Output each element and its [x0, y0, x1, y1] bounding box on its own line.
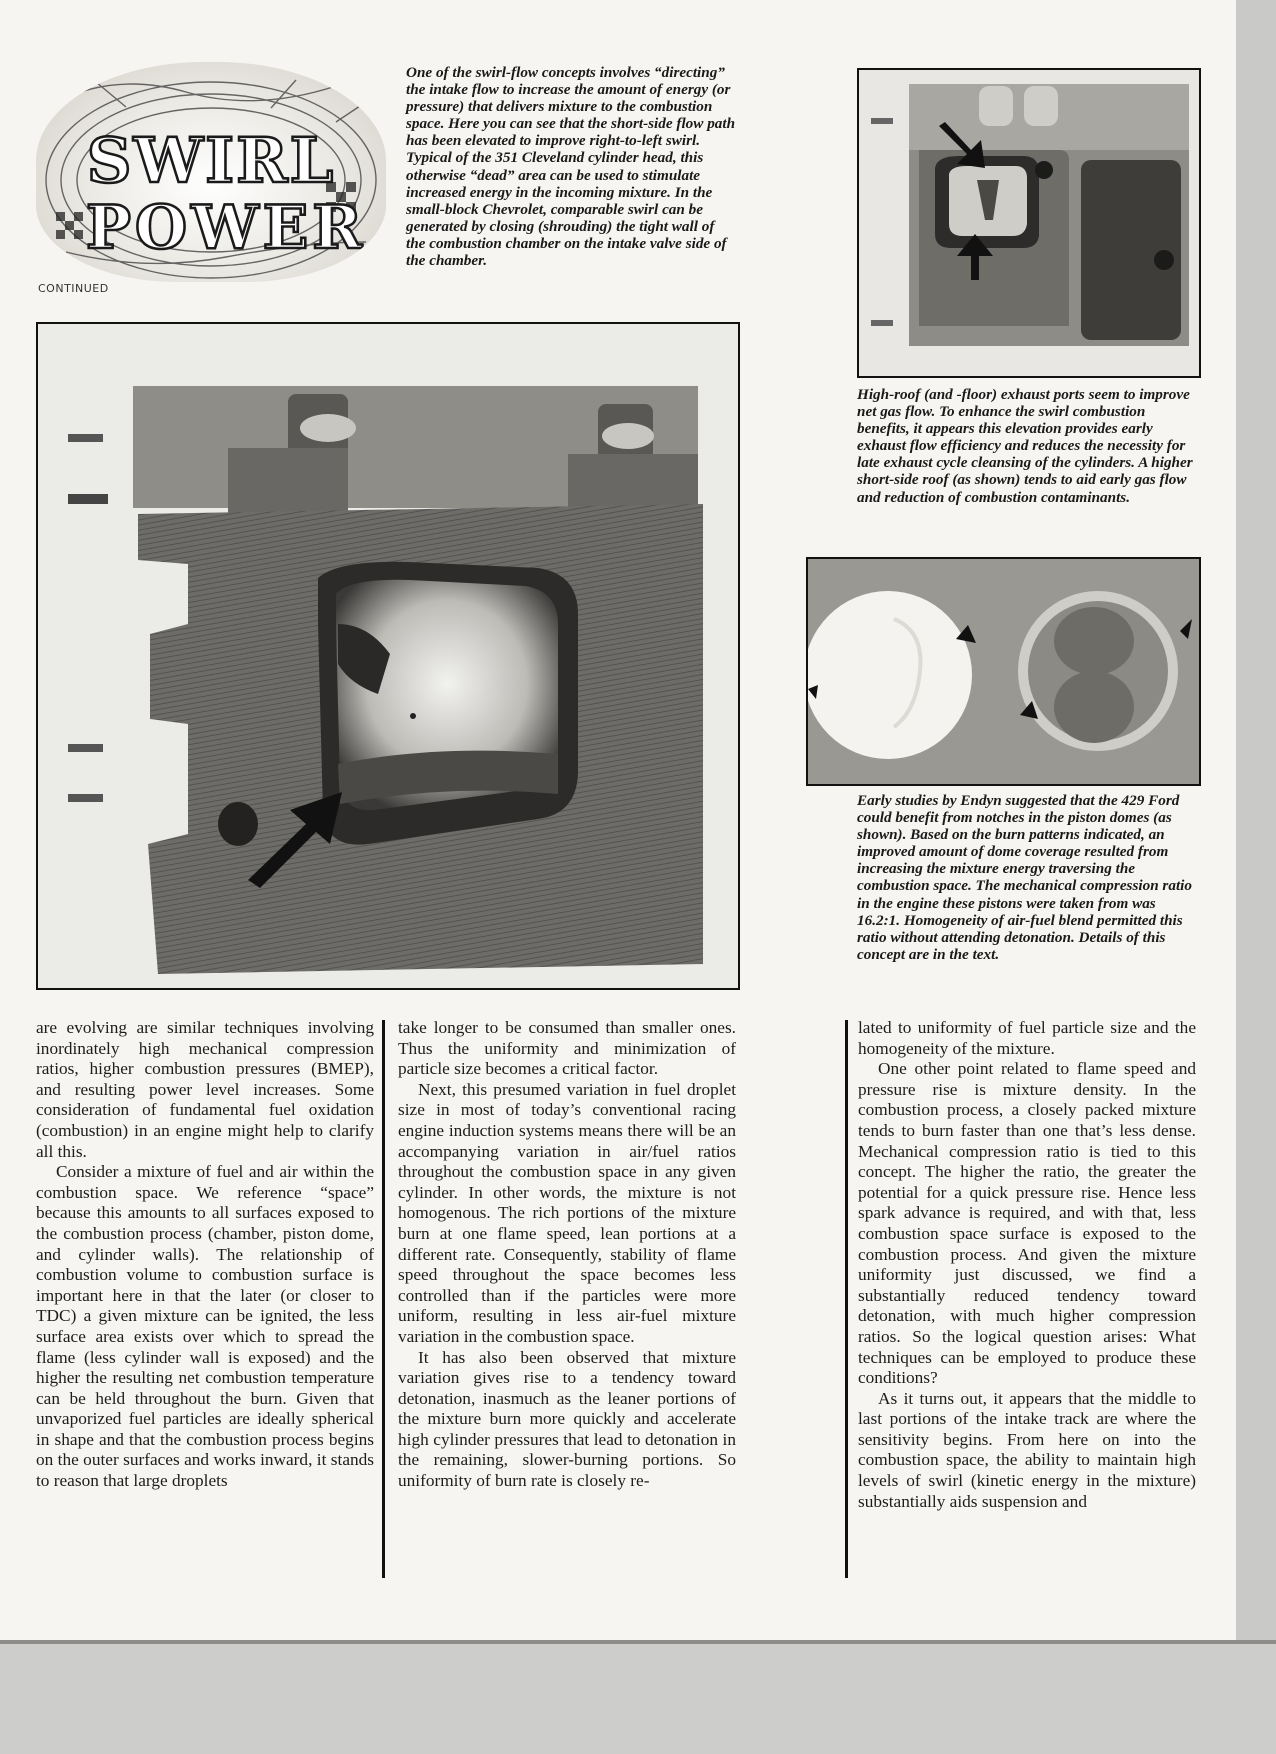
body-paragraph: It has also been observed that mixture variation gives rise to a tendency toward detonation, inasmuch as the leaner portions of the mixture burn more quickly and accelerate high cylinder pressures that lead to detonation in the remaining, slower-burning portions. So uniformity of burn rate is closely re-: [398, 1347, 736, 1491]
logo-word-swirl: SWIRL: [86, 124, 336, 197]
body-column-1: [36, 1018, 374, 1492]
caption-pistons: Early studies by Endyn suggested that the 429 Ford could benefit from notches in the piston domes (as shown). Based on the burn patterns indicated, an improved amount of dome coverage resulted from increasing the mixture energy traversing the combustion space. The mechanical compression ratio in the engine these pistons were taken from was 16.2:1. Homogeneity of air-fuel blend permitted this ratio without attending detonation. Details of this concept are in the text.: [857, 792, 1192, 963]
body-paragraph: Next, this presumed variation in fuel droplet size in most of today’s conventional racing engine induction systems means there will be an accompanying variation in air/fuel ratios throughout the combustion space in any given cylinder. In other words, the mixture is not homogenous. The rich portions of the mixture burn at one flame speed, lean portions at a different rate. Consequently, stability of flame speed throughout the space becomes less controlled than if the particles were more uniform, resulting in less air-fuel mixture variation in the combustion space.: [398, 1079, 736, 1346]
cylinder-head-photo: [36, 322, 740, 990]
column-rule: [382, 1020, 385, 1578]
scanner-background: [0, 1644, 1276, 1754]
column-rule: [845, 1020, 848, 1578]
swirl-power-logo: [36, 62, 386, 282]
body-paragraph: lated to uniformity of fuel particle size and the homogeneity of the mixture.: [858, 1018, 1196, 1058]
body-paragraph: are evolving are similar techniques involving inordinately high mechanical compression ratios, higher combustion pressures (BMEP), and resulting power level increases. Some consideration of fundamental fuel oxidation (combustion) in an engine might help to clarify all this.: [36, 1018, 374, 1161]
body-paragraph: One other point related to flame speed and pressure rise is mixture density. In the combustion process, a closely packed mixture tends to burn faster than one that’s less dense. Mechanical compression ratio is tied to this concept. The higher the ratio, the greater the potential for a quick pressure rise. Hence less spark advance is required, and with that, less combustion space surface is exposed to the combustion process. And given the mixture uniformity just discussed, we find a substantially reduced tendency toward detonation, with much higher compression ratios. So the logical question arises: What techniques can be employed to produce these conditions?: [858, 1059, 1196, 1388]
logo-word-power: POWER: [85, 193, 367, 263]
body-column-2: [398, 1018, 736, 1492]
logo-artwork: [36, 62, 386, 282]
caption-exhaust-ports: High-roof (and -floor) exhaust ports seem to improve net gas flow. To enhance the swirl combustion benefits, it appears this elevation provides early exhaust flow efficiency and reduces the necessity for late exhaust cycle cleansing of the cylinders. A higher short-side roof (as shown) tends to aid early gas flow and reduction of combustion contaminants.: [857, 386, 1193, 506]
body-column-3: [858, 1018, 1196, 1512]
body-paragraph: As it turns out, it appears that the middle to last portions of the intake track are where the sensitivity begins. From here on into the combustion space, the ability to maintain high levels of swirl (kinetic energy in the mixture) substantially aids suspension and: [858, 1388, 1196, 1511]
continued-label: CONTINUED: [38, 282, 109, 295]
caption-swirl-flow: One of the swirl-flow concepts involves “directing” the intake flow to increase the amount of energy (or pressure) that delivers mixture to the combustion space. Here you can see that the short-side flow path has been elevated to improve right-to-left swirl. Typical of the 351 Cleveland cylinder head, this otherwise “dead” area can be used to stimulate increased energy in the incoming mixture. In the small-block Chevrolet, comparable swirl can be generated by closing (shrouding) the tight wall of the combustion chamber on the intake valve side of the chamber.: [406, 64, 736, 270]
body-paragraph: Consider a mixture of fuel and air within the combustion space. We reference “space” because this amounts to all surfaces exposed to the combustion process (chamber, piston dome, and cylinder walls). The relationship of combustion volume to combustion surface is important here in that the later (or closer to TDC) a given mixture can be ignited, the less surface area exists over which to spread the flame (less cylinder wall is exposed) and the higher the resulting net combustion temperature can be held throughout the burn. Given that unvaporized fuel particles are ideally spherical in shape and that the combustion process begins on the outer surfaces and works inward, it stands to reason that large droplets: [36, 1162, 374, 1491]
exhaust-port-photo: [857, 68, 1201, 378]
pistons-photo: [806, 557, 1201, 786]
body-paragraph: take longer to be consumed than smaller ones. Thus the uniformity and minimization of particle size becomes a critical factor.: [398, 1018, 736, 1079]
